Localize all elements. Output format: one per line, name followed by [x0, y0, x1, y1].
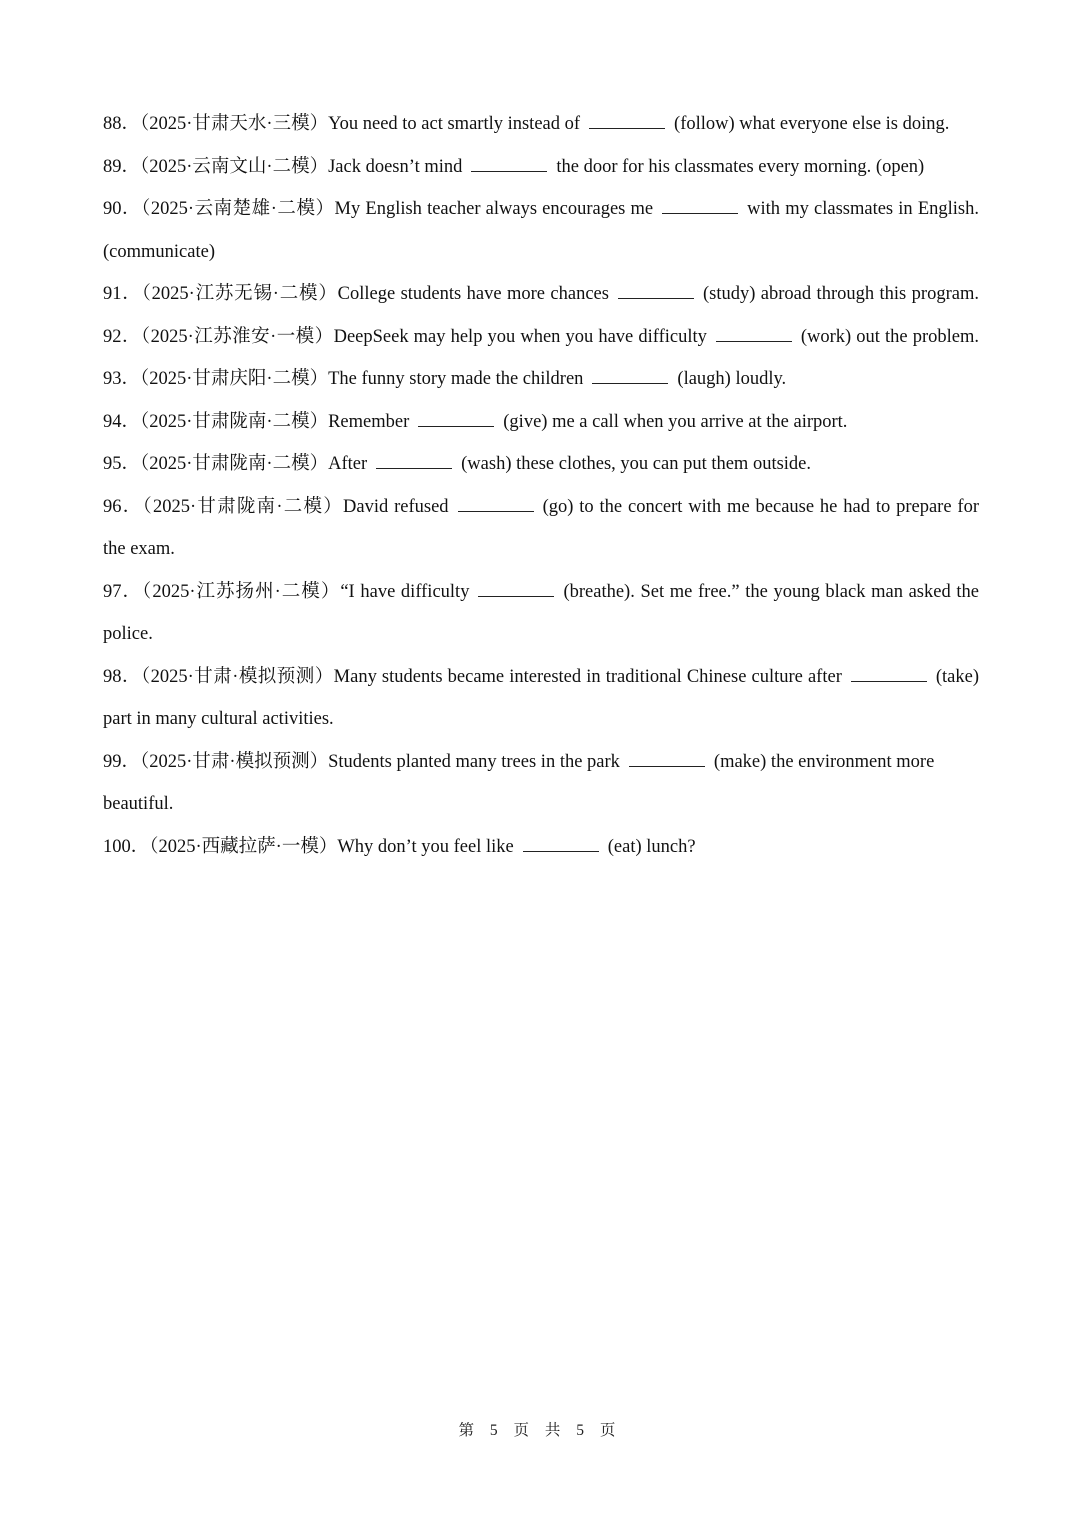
- question-source: （2025·江苏淮安·一模）: [140, 326, 334, 347]
- question-text-after: with my classmates in English.: [747, 199, 979, 219]
- page-footer: 第 5 页 共 5 页: [458, 1422, 622, 1439]
- question-text-before: Why don’t you feel like: [337, 836, 514, 857]
- question-text-before: The funny story made the children: [328, 369, 584, 389]
- question-number: 90．: [103, 199, 142, 219]
- question-continuation: (communicate): [103, 241, 215, 262]
- question-item: [103, 146, 979, 189]
- question-number: 89．: [103, 156, 141, 177]
- question-source: （2025·江苏无锡·二模）: [141, 284, 338, 304]
- question-text-before: “I have difficulty: [340, 581, 470, 602]
- question-text-after: (breathe). Set me free.” the young black man asked the: [563, 581, 979, 602]
- answer-blank[interactable]: [471, 157, 547, 172]
- question-item: [103, 443, 979, 486]
- answer-blank[interactable]: [376, 454, 452, 469]
- question-text-before: Remember: [328, 411, 410, 432]
- question-text-after: the door for his classmates every morning. (open): [556, 156, 925, 177]
- question-number: 100．: [103, 836, 150, 857]
- question-text-before: DeepSeek may help you when you have difficulty: [333, 326, 707, 347]
- question-item: [103, 741, 979, 784]
- question-item: [103, 103, 979, 146]
- question-text-after: (go) to the concert with me because he had to prepare for: [542, 496, 980, 517]
- answer-blank[interactable]: [458, 497, 534, 512]
- question-number: 91．: [103, 284, 142, 304]
- answer-blank[interactable]: [478, 582, 554, 597]
- question-item: [103, 358, 979, 401]
- question-source: （2025·云南文山·二模）: [140, 156, 329, 177]
- answer-blank[interactable]: [592, 369, 668, 384]
- question-source: （2025·云南楚雄·二模）: [141, 199, 335, 219]
- question-continuation: beautiful.: [103, 794, 174, 814]
- question-number: 93．: [103, 369, 141, 389]
- answer-blank[interactable]: [851, 667, 927, 682]
- question-text-before: Students planted many trees in the park: [328, 751, 620, 772]
- question-item: [103, 656, 979, 699]
- question-source: （2025·江苏扬州·二模）: [142, 581, 341, 602]
- question-item: [103, 486, 979, 529]
- question-number: 88．: [103, 114, 141, 134]
- question-number: 97．: [103, 581, 143, 602]
- question-item: [103, 273, 979, 316]
- question-text-before: You need to act smartly instead of: [328, 114, 581, 134]
- question-source: （2025·甘肃·模拟预测）: [140, 751, 329, 772]
- question-source: （2025·甘肃·模拟预测）: [140, 666, 334, 687]
- question-list: [103, 103, 979, 868]
- question-item: [103, 826, 979, 869]
- question-text-after: (wash) these clothes, you can put them outside.: [461, 454, 812, 474]
- question-text-after: (eat) lunch?: [607, 836, 696, 857]
- question-source: （2025·甘肃天水·三模）: [140, 114, 329, 134]
- question-source: （2025·甘肃陇南·二模）: [142, 496, 344, 517]
- question-source: （2025·甘肃陇南·二模）: [140, 411, 329, 432]
- answer-blank[interactable]: [418, 412, 494, 427]
- answer-blank[interactable]: [662, 199, 738, 214]
- question-item: [103, 571, 979, 614]
- answer-blank[interactable]: [716, 327, 792, 342]
- question-source: （2025·西藏拉萨·一模）: [149, 836, 338, 857]
- question-text-before: My English teacher always encourages me: [334, 199, 654, 219]
- answer-blank[interactable]: [523, 837, 599, 852]
- answer-blank[interactable]: [629, 752, 705, 767]
- question-number: 99．: [103, 751, 141, 772]
- question-item: [103, 316, 979, 359]
- question-text-after: (give) me a call when you arrive at the airport.: [503, 411, 848, 432]
- question-text-before: Jack doesn’t mind: [328, 156, 463, 177]
- question-item: [103, 188, 979, 231]
- question-continuation: the exam.: [103, 539, 175, 559]
- question-item: [103, 401, 979, 444]
- question-number: 98．: [103, 666, 141, 687]
- question-text-before: David refused: [343, 496, 449, 517]
- question-source: （2025·甘肃庆阳·二模）: [140, 369, 329, 389]
- question-text-before: After: [328, 454, 368, 474]
- answer-blank[interactable]: [589, 114, 665, 129]
- question-text-after: (take): [935, 666, 979, 687]
- question-continuation: police.: [103, 624, 153, 644]
- question-text-after: (laugh) loudly.: [677, 369, 787, 389]
- question-number: 94．: [103, 411, 141, 432]
- question-text-after: (make) the environment more: [713, 751, 935, 772]
- question-source: （2025·甘肃陇南·二模）: [140, 454, 329, 474]
- question-text-after: (follow) what everyone else is doing.: [674, 114, 950, 134]
- question-number: 96．: [103, 496, 143, 517]
- question-text-after: (study) abroad through this program.: [702, 284, 979, 304]
- question-text-after: (work) out the problem.: [800, 326, 979, 347]
- question-number: 95．: [103, 454, 141, 474]
- question-number: 92．: [103, 326, 141, 347]
- question-text-before: College students have more chances: [337, 284, 609, 304]
- question-text-before: Many students became interested in traditional Chinese culture after: [333, 666, 842, 687]
- answer-blank[interactable]: [618, 284, 694, 299]
- question-continuation: part in many cultural activities.: [103, 709, 334, 729]
